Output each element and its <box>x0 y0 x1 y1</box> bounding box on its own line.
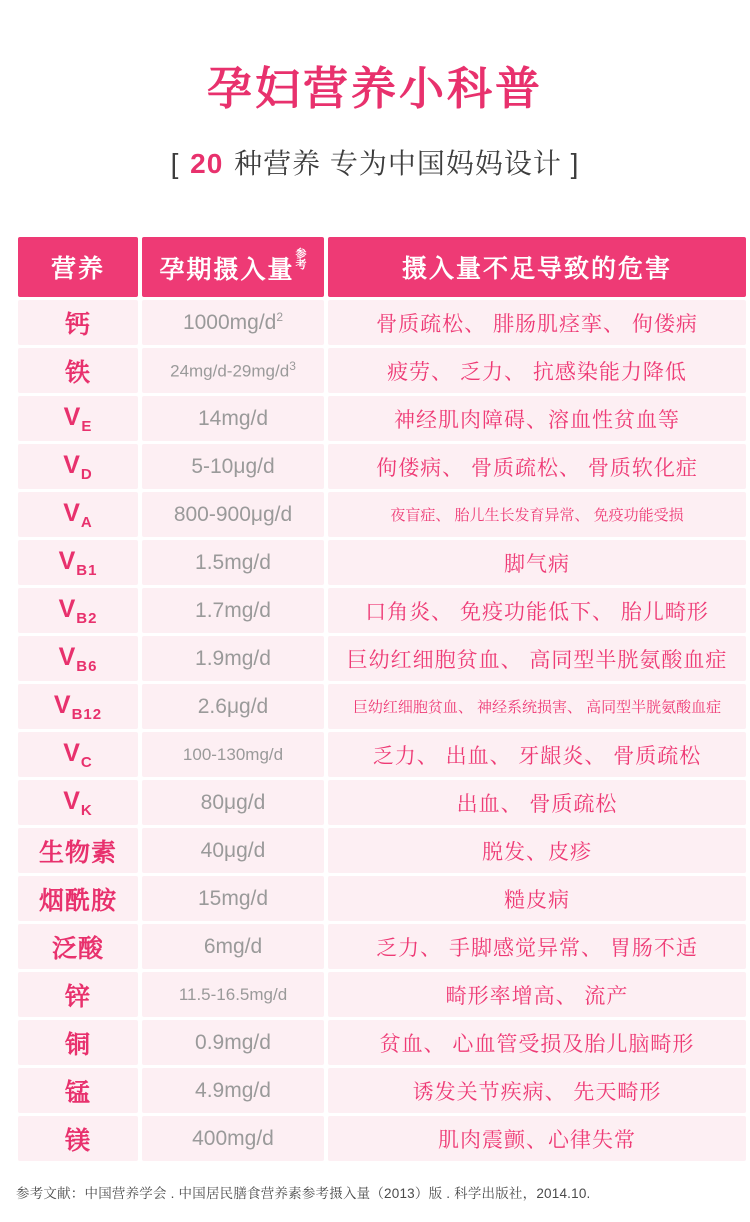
nutrient-subscript: B1 <box>76 561 98 579</box>
table-row <box>18 780 746 825</box>
cell-intake: 6mg/d <box>142 924 324 969</box>
intake-value: 1000mg/d <box>182 311 277 334</box>
nutrient-letter: V <box>63 450 81 479</box>
column-header-intake-note <box>296 249 307 272</box>
cell-harm: 畸形率增高、 流产 <box>328 972 746 1017</box>
cell-intake: 800-900μg/d <box>142 492 324 537</box>
table-head <box>18 237 746 297</box>
cell-intake: 40μg/d <box>142 828 324 873</box>
cell-intake: 14mg/d <box>142 396 324 441</box>
table-row <box>18 636 746 681</box>
cell-nutrient <box>18 540 138 585</box>
cell-harm: 糙皮病 <box>328 876 746 921</box>
nutrient-subscript: D <box>80 465 93 483</box>
column-header-harm: 摄入量不足导致的危害 <box>328 237 746 297</box>
table-row <box>18 732 746 777</box>
cell-nutrient: 泛酸 <box>18 924 138 969</box>
cell-intake: 1.9mg/d <box>142 636 324 681</box>
nutrition-table <box>14 234 750 1164</box>
intake-footnote-marker: 3 <box>289 359 296 374</box>
cell-nutrient <box>18 492 138 537</box>
table-row <box>18 348 746 393</box>
cell-harm: 脱发、皮疹 <box>328 828 746 873</box>
column-header-intake <box>142 237 324 297</box>
cell-nutrient <box>18 588 138 633</box>
nutrient-letter: V <box>58 642 77 671</box>
nutrient-letter: V <box>53 690 72 719</box>
cell-nutrient: 钙 <box>18 300 138 345</box>
nutrient-subscript: B6 <box>76 657 98 675</box>
cell-harm: 脚气病 <box>328 540 746 585</box>
cell-intake: 2.6μg/d <box>142 684 324 729</box>
cell-harm: 乏力、 出血、 牙龈炎、 骨质疏松 <box>328 732 746 777</box>
table-row <box>18 924 746 969</box>
table-row <box>18 588 746 633</box>
page-title: 孕妇营养小科普 <box>206 63 543 114</box>
cell-intake: 0.9mg/d <box>142 1020 324 1065</box>
subtitle-open-bracket: [ <box>170 148 180 179</box>
cell-intake: 400mg/d <box>142 1116 324 1161</box>
table-row <box>18 876 746 921</box>
table-row <box>18 300 746 345</box>
cell-harm: 骨质疏松、 腓肠肌痉挛、 佝偻病 <box>328 300 746 345</box>
cell-harm: 肌肉震颤、心律失常 <box>328 1116 746 1161</box>
subtitle-count: 20 <box>190 148 224 179</box>
subtitle-text: 种营养 专为中国妈妈设计 <box>234 148 562 179</box>
poster-header <box>0 0 750 182</box>
cell-intake: 100-130mg/d <box>142 732 324 777</box>
cell-harm: 乏力、 手脚感觉异常、 胃肠不适 <box>328 924 746 969</box>
cell-harm: 出血、 骨质疏松 <box>328 780 746 825</box>
cell-harm: 夜盲症、 胎儿生长发育异常、 免疫功能受损 <box>328 492 746 537</box>
cell-intake <box>142 348 324 393</box>
cell-intake: 80μg/d <box>142 780 324 825</box>
reference-footnote: 参考文献：中国营养学会 . 中国居民膳食营养素参考摄入量（2013）版 . 科学出版社，2014.10. <box>16 1186 591 1201</box>
nutrient-letter: V <box>58 594 77 623</box>
cell-harm: 贫血、 心血管受损及胎儿脑畸形 <box>328 1020 746 1065</box>
cell-harm: 口角炎、 免疫功能低下、 胎儿畸形 <box>328 588 746 633</box>
cell-harm: 诱发关节疾病、 先天畸形 <box>328 1068 746 1113</box>
table-row <box>18 828 746 873</box>
cell-nutrient: 生物素 <box>18 828 138 873</box>
nutrient-subscript: C <box>80 753 93 771</box>
nutrient-subscript: K <box>80 801 93 819</box>
cell-nutrient: 铜 <box>18 1020 138 1065</box>
table-row <box>18 492 746 537</box>
intake-note-line-1: 参 <box>295 247 307 260</box>
cell-nutrient: 锰 <box>18 1068 138 1113</box>
cell-nutrient <box>18 780 138 825</box>
cell-nutrient <box>18 636 138 681</box>
cell-nutrient: 镁 <box>18 1116 138 1161</box>
page-subtitle <box>0 142 750 182</box>
cell-nutrient <box>18 396 138 441</box>
nutrient-subscript: E <box>81 417 93 435</box>
cell-harm: 神经肌肉障碍、溶血性贫血等 <box>328 396 746 441</box>
cell-intake: 11.5-16.5mg/d <box>142 972 324 1017</box>
cell-nutrient: 烟酰胺 <box>18 876 138 921</box>
intake-note-line-2: 考 <box>295 259 307 272</box>
cell-intake: 4.9mg/d <box>142 1068 324 1113</box>
table-row <box>18 1020 746 1065</box>
table-header-row <box>18 237 746 297</box>
cell-nutrient <box>18 732 138 777</box>
cell-intake: 5-10μg/d <box>142 444 324 489</box>
column-header-nutrient: 营养 <box>18 237 138 297</box>
nutrient-subscript: B2 <box>76 609 98 627</box>
cell-harm: 佝偻病、 骨质疏松、 骨质软化症 <box>328 444 746 489</box>
table-row <box>18 1116 746 1161</box>
nutrient-subscript: B12 <box>71 705 103 723</box>
nutrient-letter: V <box>63 498 81 527</box>
cell-intake: 1.5mg/d <box>142 540 324 585</box>
cell-intake: 1.7mg/d <box>142 588 324 633</box>
nutrient-letter: V <box>63 402 82 431</box>
table-body <box>18 300 746 1161</box>
table-row <box>18 396 746 441</box>
cell-nutrient: 锌 <box>18 972 138 1017</box>
cell-nutrient <box>18 444 138 489</box>
cell-nutrient: 铁 <box>18 348 138 393</box>
cell-nutrient <box>18 684 138 729</box>
intake-value: 24mg/d-29mg/d <box>170 361 290 381</box>
subtitle-close-bracket: ] <box>570 148 580 179</box>
intake-footnote-marker: 2 <box>276 310 284 324</box>
cell-harm: 巨幼红细胞贫血、 高同型半胱氨酸血症 <box>328 636 746 681</box>
cell-intake: 15mg/d <box>142 876 324 921</box>
table-row <box>18 444 746 489</box>
table-row <box>18 1068 746 1113</box>
nutrient-letter: V <box>58 546 77 575</box>
column-header-intake-label: 孕期摄入量 <box>159 255 295 284</box>
nutrient-letter: V <box>63 738 81 767</box>
table-row <box>18 972 746 1017</box>
nutrient-letter: V <box>63 786 81 815</box>
cell-harm: 巨幼红细胞贫血、 神经系统损害、 高同型半胱氨酸血症 <box>328 684 746 729</box>
nutrient-subscript: A <box>80 513 93 531</box>
cell-intake <box>142 300 324 345</box>
cell-harm: 疲劳、 乏力、 抗感染能力降低 <box>328 348 746 393</box>
table-row <box>18 540 746 585</box>
nutrition-table-wrapper <box>14 234 736 1164</box>
table-row <box>18 684 746 729</box>
